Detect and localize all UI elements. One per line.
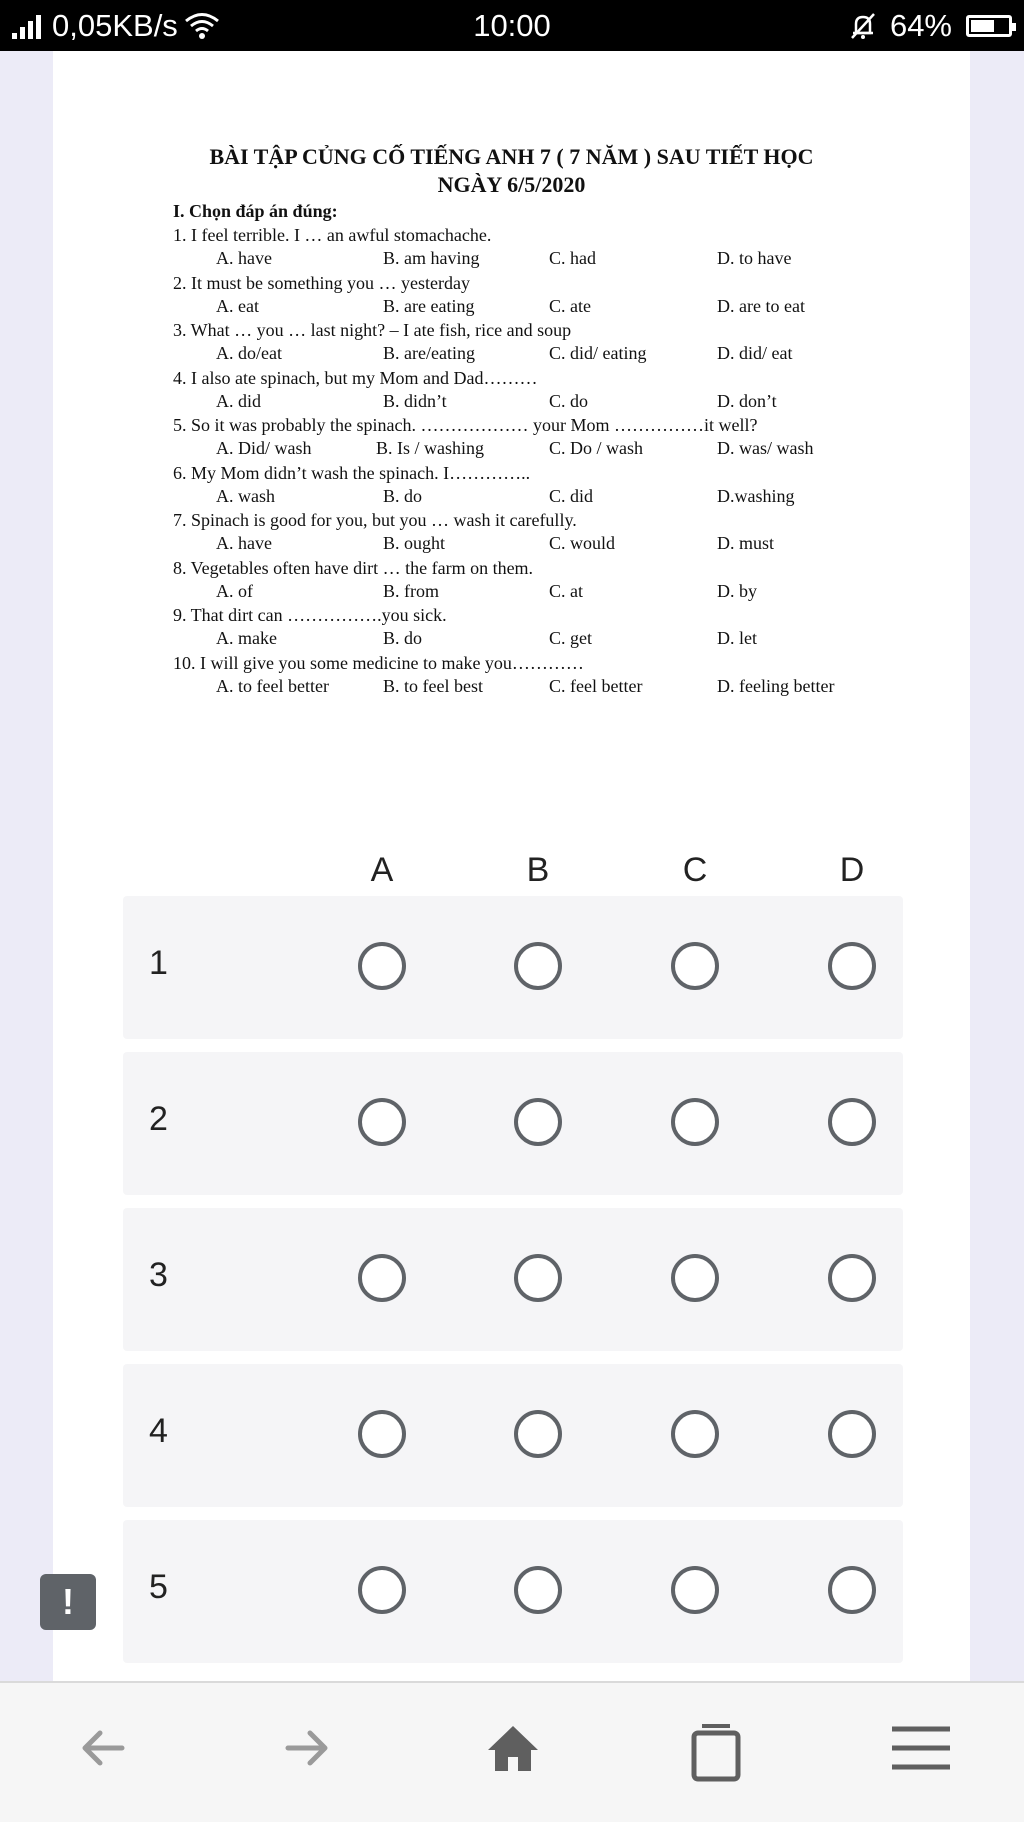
question-option: B. do: [383, 485, 423, 506]
radio-option-d[interactable]: [828, 942, 876, 990]
question-text: 5. So it was probably the spinach. ……………… your Mom ……………it well?: [173, 415, 758, 435]
radio-option-d[interactable]: [828, 1410, 876, 1458]
section-heading: I. Chọn đáp án đúng:: [173, 201, 338, 221]
question-option: D. was/ wash: [717, 438, 814, 458]
radio-option-a[interactable]: [358, 1098, 406, 1146]
question-option: B. from: [383, 580, 439, 601]
column-header-b: B: [526, 851, 550, 889]
answer-row: [123, 1520, 903, 1663]
question-option: B. ought: [383, 533, 446, 553]
question-option: A. wash: [216, 485, 275, 506]
radio-option-d[interactable]: [828, 1254, 876, 1302]
column-header-c: C: [682, 851, 708, 889]
question-option: D. don’t: [717, 390, 777, 411]
forward-arrow-icon[interactable]: [282, 1723, 332, 1773]
question-text: 6. My Mom didn’t wash the spinach. I…………..: [173, 462, 531, 483]
question-option: C. do: [549, 390, 589, 411]
question-option: B. am having: [383, 248, 480, 268]
question-option: B. are/eating: [383, 343, 475, 363]
answer-row: [123, 1052, 903, 1195]
question-option: A. of: [216, 580, 253, 601]
question-option: B. to feel best: [383, 675, 483, 696]
battery-fill: [971, 20, 994, 32]
question-option: A. have: [216, 533, 272, 553]
radio-option-b[interactable]: [514, 1098, 562, 1146]
question-option: A. make: [216, 628, 277, 648]
question-text: 7. Spinach is good for you, but you … wash it carefully.: [173, 510, 577, 530]
column-header-d: D: [839, 851, 865, 889]
question-option: C. get: [549, 628, 592, 648]
radio-option-c[interactable]: [671, 1566, 719, 1614]
status-bar: [0, 0, 1024, 51]
bell-muted-icon: [848, 11, 878, 41]
battery-percent: 64%: [889, 8, 952, 43]
row-label: 4: [149, 1412, 168, 1450]
question-option: C. did: [549, 485, 594, 506]
question-text: 1. I feel terrible. I … an awful stomachache.: [173, 225, 492, 245]
back-arrow-icon[interactable]: [78, 1723, 128, 1773]
question-text: 4. I also ate spinach, but my Mom and Dad………: [173, 367, 538, 388]
home-icon[interactable]: [486, 1723, 540, 1773]
question-option: C. Do / wash: [549, 438, 643, 458]
question-option: D. feeling better: [717, 675, 835, 696]
question-option: A. Did/ wash: [216, 438, 312, 458]
worksheet-title: BÀI TẬP CỦNG CỐ TIẾNG ANH 7 ( 7 NĂM ) SAU TIẾT HỌC: [209, 144, 814, 169]
row-label: 3: [149, 1256, 168, 1294]
browser-bottom-bar: [0, 1681, 1024, 1822]
question-text: 3. What … you … last night? – I ate fish, rice and soup: [173, 320, 572, 340]
radio-option-b[interactable]: [514, 1410, 562, 1458]
question-option: A. to feel better: [216, 675, 329, 696]
question-option: C. ate: [549, 295, 591, 316]
question-option: D. let: [717, 628, 757, 648]
radio-option-b[interactable]: [514, 942, 562, 990]
battery-icon: [966, 15, 1012, 37]
question-option: A. have: [216, 248, 272, 268]
radio-option-d[interactable]: [828, 1098, 876, 1146]
question-option: C. at: [549, 580, 583, 601]
radio-option-a[interactable]: [358, 1254, 406, 1302]
row-label: 2: [149, 1100, 168, 1138]
question-option: D.washing: [717, 485, 795, 506]
question-option: A. eat: [216, 295, 259, 316]
answer-row: [123, 1364, 903, 1507]
question-option: A. do/eat: [216, 343, 282, 363]
radio-option-d[interactable]: [828, 1566, 876, 1614]
column-header-a: A: [370, 851, 394, 889]
feedback-button[interactable]: !: [40, 1574, 96, 1630]
radio-option-c[interactable]: [671, 942, 719, 990]
radio-option-c[interactable]: [671, 1098, 719, 1146]
menu-icon[interactable]: [890, 1723, 952, 1773]
radio-option-a[interactable]: [358, 1566, 406, 1614]
question-option: D. did/ eat: [717, 343, 793, 363]
answer-row: [123, 896, 903, 1039]
answer-row: [123, 1208, 903, 1351]
question-text: 9. That dirt can …………….you sick.: [173, 605, 447, 625]
question-option: D. to have: [717, 248, 792, 268]
question-option: D. by: [717, 580, 757, 601]
row-label: 1: [149, 944, 168, 982]
question-text: 2. It must be something you … yesterday: [173, 272, 470, 293]
question-option: C. had: [549, 248, 596, 268]
network-speed: 0,05KB/s: [52, 8, 178, 43]
question-option: D. must: [717, 533, 775, 553]
question-option: C. feel better: [549, 675, 643, 696]
radio-option-c[interactable]: [671, 1254, 719, 1302]
worksheet-date: NGÀY 6/5/2020: [437, 172, 586, 197]
row-label: 5: [149, 1568, 168, 1606]
radio-option-b[interactable]: [514, 1254, 562, 1302]
question-option: B. do: [383, 628, 423, 648]
question-option: C. did/ eating: [549, 343, 647, 363]
question-option: B. are eating: [383, 295, 475, 316]
question-option: B. Is / washing: [376, 438, 484, 458]
question-text: 8. Vegetables often have dirt … the farm on them.: [173, 557, 534, 578]
radio-option-b[interactable]: [514, 1566, 562, 1614]
tabs-icon[interactable]: [690, 1723, 742, 1783]
question-option: A. did: [216, 390, 261, 411]
radio-option-a[interactable]: [358, 1410, 406, 1458]
question-option: B. didn’t: [383, 390, 447, 411]
clock: 10:00: [473, 8, 551, 43]
question-option: C. would: [549, 533, 616, 553]
question-option: D. are to eat: [717, 295, 805, 316]
question-text: 10. I will give you some medicine to make you…………: [173, 652, 584, 673]
radio-option-c[interactable]: [671, 1410, 719, 1458]
form-sheet[interactable]: [53, 51, 970, 1681]
radio-option-a[interactable]: [358, 942, 406, 990]
